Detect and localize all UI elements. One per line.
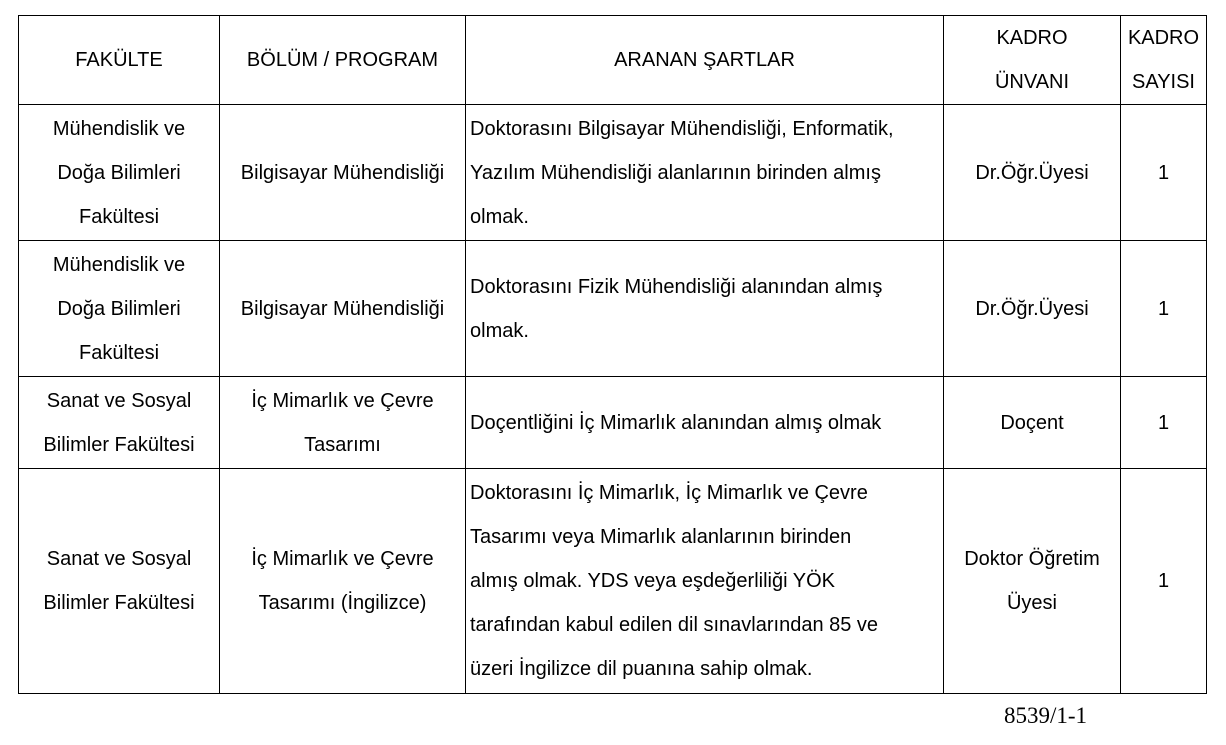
header-bolum-program: BÖLÜM / PROGRAM (220, 16, 466, 105)
kadro-table (18, 15, 1207, 694)
header-kadro-sayisi: KADRO SAYISI (1121, 16, 1207, 105)
document-code: 8539/1-1 (1004, 703, 1088, 728)
cell-unvan: Dr.Öğr.Üyesi (944, 241, 1121, 377)
cell-bolum: İç Mimarlık ve Çevre Tasarımı (İngilizce) (220, 469, 466, 694)
header-aranan-sartlar: ARANAN ŞARTLAR (466, 16, 944, 105)
cell-fakulte: Mühendislik ve Doğa Bilimleri Fakültesi (19, 105, 220, 241)
table-row (19, 469, 1207, 694)
cell-sayi: 1 (1121, 377, 1207, 469)
cell-sartlar: Doktorasını Fizik Mühendisliği alanından almış olmak. (466, 241, 944, 377)
table-row (19, 241, 1207, 377)
cell-sayi: 1 (1121, 469, 1207, 694)
header-kadro-unvani: KADRO ÜNVANI (944, 16, 1121, 105)
cell-bolum: Bilgisayar Mühendisliği (220, 241, 466, 377)
cell-sayi: 1 (1121, 241, 1207, 377)
cell-sartlar: Doktorasını İç Mimarlık, İç Mimarlık ve Çevre Tasarımı veya Mimarlık alanlarının birinden almış olmak. YDS veya eşdeğerliliği YÖK tarafından kabul edilen dil sınavlarından 85 ve üzeri İngilizce dil puanına sahip olmak. (466, 469, 944, 694)
cell-bolum: İç Mimarlık ve Çevre Tasarımı (220, 377, 466, 469)
table-row (19, 377, 1207, 469)
cell-fakulte: Sanat ve Sosyal Bilimler Fakültesi (19, 377, 220, 469)
cell-fakulte: Sanat ve Sosyal Bilimler Fakültesi (19, 469, 220, 694)
cell-fakulte: Mühendislik ve Doğa Bilimleri Fakültesi (19, 241, 220, 377)
header-row (19, 16, 1207, 105)
header-fakulte: FAKÜLTE (19, 16, 220, 105)
table-row (19, 105, 1207, 241)
cell-bolum: Bilgisayar Mühendisliği (220, 105, 466, 241)
cell-unvan: Dr.Öğr.Üyesi (944, 105, 1121, 241)
table-body (19, 105, 1207, 694)
cell-sartlar: Doktorasını Bilgisayar Mühendisliği, Enformatik, Yazılım Mühendisliği alanlarının birinden almış olmak. (466, 105, 944, 241)
table-header (19, 16, 1207, 105)
cell-unvan: Doçent (944, 377, 1121, 469)
cell-unvan: Doktor Öğretim Üyesi (944, 469, 1121, 694)
cell-sartlar: Doçentliğini İç Mimarlık alanından almış olmak (466, 377, 944, 469)
cell-sayi: 1 (1121, 105, 1207, 241)
